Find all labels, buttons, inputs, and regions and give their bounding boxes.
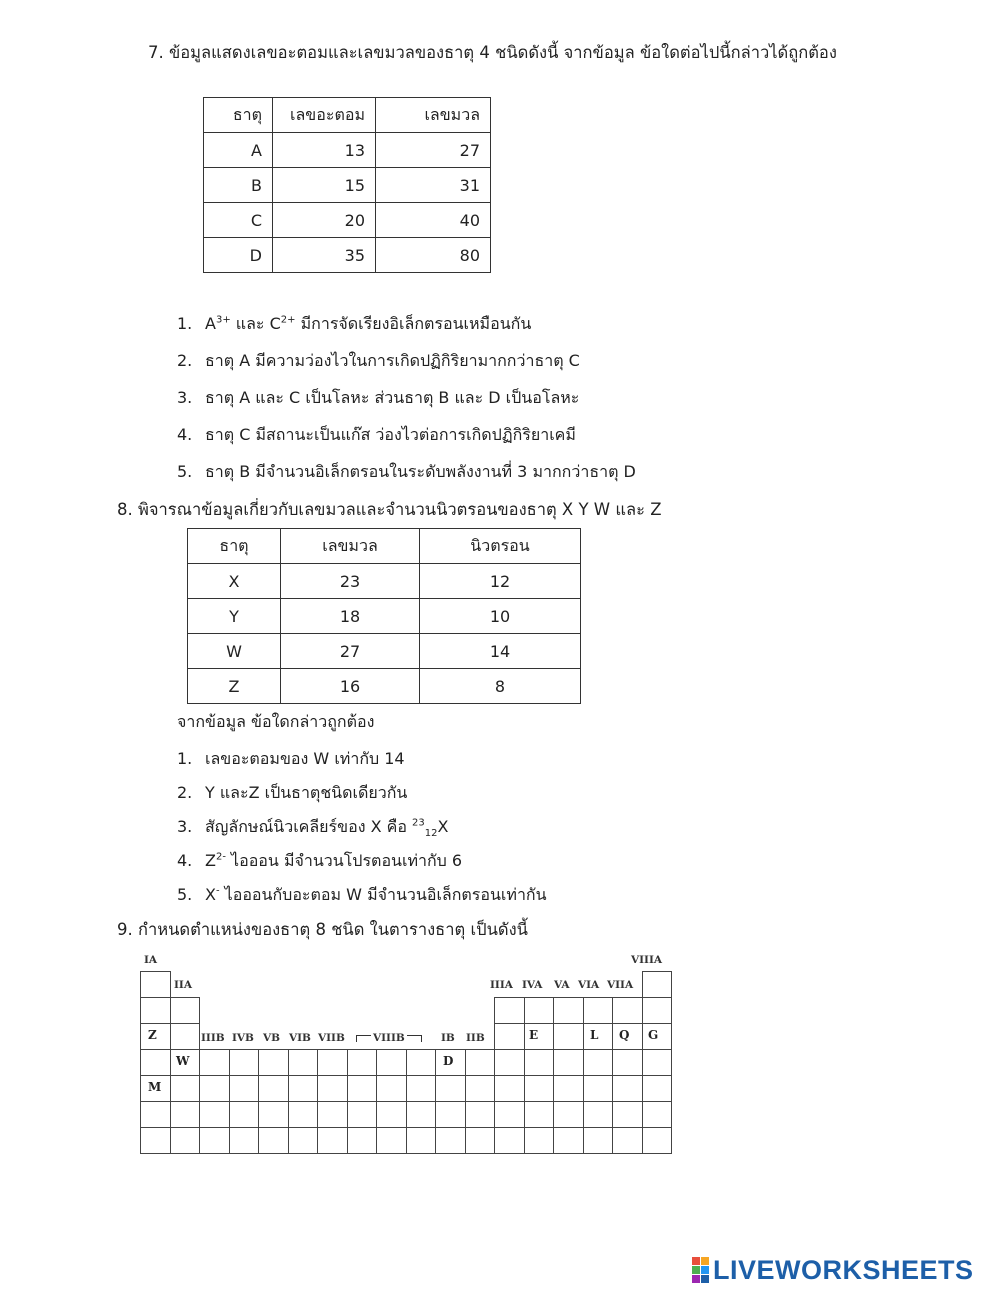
table-cell: [170, 1127, 201, 1154]
table-cell: [170, 1023, 201, 1050]
brand-name: LIVEWORKSHEETS: [713, 1254, 974, 1285]
group-label-va: VA: [554, 979, 570, 991]
table-cell: [170, 1101, 201, 1128]
table-cell: 16: [281, 669, 420, 704]
table-cell: [229, 1127, 260, 1154]
table-cell: [347, 1101, 378, 1128]
table-cell: D: [204, 238, 273, 273]
table-cell: 27: [281, 634, 420, 669]
group-label-ivb: IVB: [232, 1032, 254, 1044]
table-cell: [288, 1101, 319, 1128]
table-cell: [553, 1127, 584, 1154]
group-label-viib: VIIB: [318, 1032, 345, 1044]
table-cell: [229, 1075, 260, 1102]
table-cell: [376, 1049, 407, 1076]
group-label-viiia: VIIIA: [631, 954, 663, 966]
table-cell: [553, 997, 584, 1024]
table-cell: [583, 1127, 614, 1154]
table-cell: [376, 1075, 407, 1102]
table-cell: [524, 1075, 555, 1102]
group-label-iib: IIB: [466, 1032, 485, 1044]
table-cell: [288, 1127, 319, 1154]
table-cell: [642, 1075, 673, 1102]
table-header: นิวตรอน: [420, 529, 581, 564]
group-label-via: VIA: [578, 979, 600, 991]
table-cell: [612, 1075, 643, 1102]
q7-option-5[interactable]: 5. ธาตุ B มีจำนวนอิเล็กตรอนในระดับพลังงานที่ 3 มากกว่าธาตุ D: [177, 462, 636, 481]
table-row: [204, 238, 491, 273]
element-q: Q: [619, 1028, 630, 1042]
question-8-prompt: 8. พิจารณาข้อมูลเกี่ยวกับเลขมวลและจำนวนนิวตรอนของธาตุ X Y W และ Z: [117, 500, 662, 519]
question-7-prompt: 7. ข้อมูลแสดงเลขอะตอมและเลขมวลของธาตุ 4 ชนิดดังนี้ จากข้อมูล ข้อใดต่อไปนี้กล่าวได้ถูกต้อง: [148, 43, 837, 62]
element-z: Z: [148, 1028, 157, 1042]
element-e: E: [529, 1028, 539, 1042]
table-cell: [583, 997, 614, 1024]
table-header: เลขอะตอม: [273, 98, 376, 133]
bracket-right-icon: [407, 1035, 422, 1042]
table-cell: 20: [273, 203, 376, 238]
table-cell: [494, 997, 525, 1024]
table-cell: [140, 1127, 171, 1154]
table-cell: [642, 1127, 673, 1154]
table-cell: [406, 1127, 437, 1154]
table-row: [188, 669, 581, 704]
table-cell: 31: [376, 168, 491, 203]
table-cell: [199, 1127, 230, 1154]
table-cell: [494, 1049, 525, 1076]
element-d: D: [443, 1054, 454, 1068]
table-cell: 12: [420, 564, 581, 599]
table-cell: [376, 1101, 407, 1128]
q8-option-5[interactable]: 5. X- ไอออนกับอะตอม W มีจำนวนอิเล็กตรอนเท่ากัน: [177, 885, 547, 904]
table-cell: Z: [188, 669, 281, 704]
table-cell: [524, 1127, 555, 1154]
table-cell: [642, 1101, 673, 1128]
table-cell: [288, 1049, 319, 1076]
table-row: [188, 599, 581, 634]
table-cell: W: [188, 634, 281, 669]
table-cell: [347, 1049, 378, 1076]
table-cell: [465, 1101, 496, 1128]
group-label-viiib: VIIIB: [356, 1032, 422, 1044]
table-cell: [140, 997, 171, 1024]
table-cell: [553, 1023, 584, 1050]
table-cell: [524, 1101, 555, 1128]
question-8-subprompt: จากข้อมูล ข้อใดกล่าวถูกต้อง: [177, 712, 375, 731]
table-cell: 40: [376, 203, 491, 238]
table-cell: [494, 1127, 525, 1154]
table-cell: 18: [281, 599, 420, 634]
q8-option-2[interactable]: 2. Y และZ เป็นธาตุชนิดเดียวกัน: [177, 783, 408, 802]
table-cell: [317, 1101, 348, 1128]
q8-option-4[interactable]: 4. $Z^{2-}$ ไอออน มีจำนวนโปรตอนเท่ากับ 6: [177, 851, 463, 870]
table-cell: [406, 1101, 437, 1128]
table-cell: [642, 997, 673, 1024]
table-cell: [435, 1101, 466, 1128]
table-cell: [612, 1101, 643, 1128]
table-header: ธาตุ: [188, 529, 281, 564]
table-cell: [317, 1075, 348, 1102]
bracket-left-icon: [356, 1035, 371, 1042]
table-row: [188, 564, 581, 599]
table-cell: [258, 1101, 289, 1128]
table-cell: 23: [281, 564, 420, 599]
table-cell: [288, 1075, 319, 1102]
table-cell: [140, 1049, 171, 1076]
q8-option-1[interactable]: 1. เลขอะตอมของ W เท่ากับ 14: [177, 749, 405, 768]
group-label-ib: IB: [441, 1032, 455, 1044]
table-cell: [140, 1101, 171, 1128]
logo-mark-icon: [692, 1257, 709, 1283]
table-cell: [583, 1101, 614, 1128]
table-cell: [553, 1101, 584, 1128]
table-row: [188, 634, 581, 669]
question-9-prompt: 9. กำหนดตำแหน่งของธาตุ 8 ชนิด ในตารางธาตุ เป็นดังนี้: [117, 920, 528, 939]
table-cell: [642, 1049, 673, 1076]
table-cell: [170, 997, 201, 1024]
element-w: W: [176, 1054, 190, 1068]
table-cell: [494, 1023, 525, 1050]
table-cell: [347, 1127, 378, 1154]
table-cell: [199, 1101, 230, 1128]
table-cell: [524, 997, 555, 1024]
table-cell: 15: [273, 168, 376, 203]
element-table-q8: [187, 528, 581, 704]
table-cell: [199, 1049, 230, 1076]
table-header-row: [204, 98, 491, 133]
table-cell: [170, 1075, 201, 1102]
table-cell: 10: [420, 599, 581, 634]
q7-option-4[interactable]: 4. ธาตุ C มีสถานะเป็นแก๊ส ว่องไวต่อการเกิดปฏิกิริยาเคมี: [177, 425, 576, 444]
table-cell: [406, 1075, 437, 1102]
table-cell: [524, 1049, 555, 1076]
element-l: L: [590, 1028, 599, 1042]
table-cell: [435, 1075, 466, 1102]
table-cell: Y: [188, 599, 281, 634]
group-label-iiib: IIIB: [201, 1032, 225, 1044]
table-cell: [553, 1075, 584, 1102]
table-cell: [612, 997, 643, 1024]
table-cell: 80: [376, 238, 491, 273]
table-cell: [229, 1049, 260, 1076]
table-cell: [612, 1127, 643, 1154]
q8-option-3[interactable]: 3. สัญลักษณ์นิวเคลียร์ของ X คือ $^{23}_{12}$X: [177, 817, 449, 840]
table-cell: [553, 1049, 584, 1076]
group-label-ia: IA: [144, 954, 158, 966]
table-header: เลขมวล: [281, 529, 420, 564]
group-label-iva: IVA: [522, 979, 543, 991]
table-cell: 8: [420, 669, 581, 704]
table-cell: [258, 1127, 289, 1154]
table-cell: [494, 1101, 525, 1128]
table-cell: B: [204, 168, 273, 203]
table-cell: [317, 1127, 348, 1154]
group-label-viia: VIIA: [607, 979, 634, 991]
table-cell: 14: [420, 634, 581, 669]
periodic-table-figure: [138, 952, 670, 1158]
table-cell: 27: [376, 133, 491, 168]
table-cell: [465, 1075, 496, 1102]
table-cell: [465, 1127, 496, 1154]
table-header: เลขมวล: [376, 98, 491, 133]
element-m: M: [148, 1080, 162, 1094]
table-header-row: [188, 529, 581, 564]
table-cell: [406, 1049, 437, 1076]
q7-option-2[interactable]: 2. ธาตุ A มีความว่องไวในการเกิดปฏิกิริยามากกว่าธาตุ C: [177, 351, 580, 370]
table-cell: [435, 1127, 466, 1154]
table-cell: [258, 1049, 289, 1076]
table-cell: [583, 1075, 614, 1102]
table-cell: C: [204, 203, 273, 238]
table-cell: [465, 1049, 496, 1076]
table-cell: [258, 1075, 289, 1102]
group-label-iiia: IIIA: [490, 979, 513, 991]
table-cell: X: [188, 564, 281, 599]
table-cell: [229, 1101, 260, 1128]
table-row: [204, 168, 491, 203]
element-table-q7: [203, 97, 491, 273]
group-label-iia: IIA: [174, 979, 192, 991]
table-row: [204, 203, 491, 238]
table-cell: [317, 1049, 348, 1076]
table-cell: 13: [273, 133, 376, 168]
q7-option-3[interactable]: 3. ธาตุ A และ C เป็นโลหะ ส่วนธาตุ B และ D เป็นอโลหะ: [177, 388, 580, 407]
table-cell: [494, 1075, 525, 1102]
liveworksheets-logo: [692, 1256, 974, 1284]
table-cell: [642, 971, 673, 998]
table-cell: [376, 1127, 407, 1154]
table-header: ธาตุ: [204, 98, 273, 133]
table-cell: [583, 1049, 614, 1076]
group-label-vib: VIB: [289, 1032, 311, 1044]
table-cell: 35: [273, 238, 376, 273]
table-cell: [612, 1049, 643, 1076]
element-g: G: [648, 1028, 659, 1042]
group-label-vb: VB: [263, 1032, 281, 1044]
table-cell: [347, 1075, 378, 1102]
q7-option-1[interactable]: 1. $A^{3+}$ และ $C^{2+}$ มีการจัดเรียงอิเล็กตรอนเหมือนกัน: [177, 314, 532, 333]
table-cell: [140, 971, 171, 998]
table-row: [204, 133, 491, 168]
table-cell: [199, 1075, 230, 1102]
table-cell: A: [204, 133, 273, 168]
